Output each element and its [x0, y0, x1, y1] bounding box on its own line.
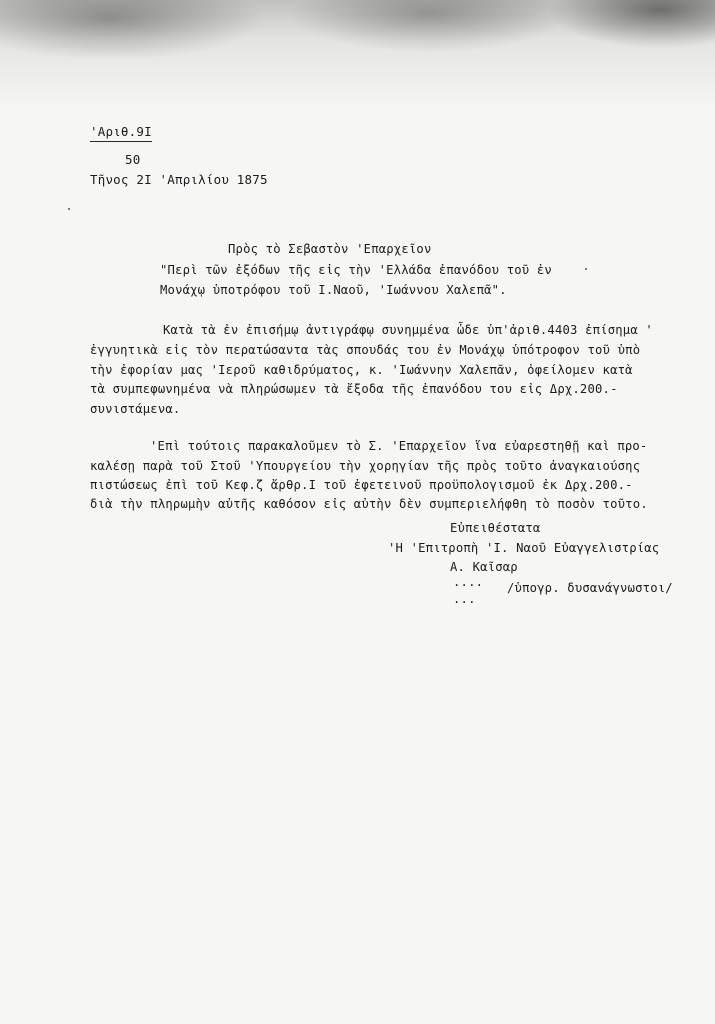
body-line: πιστώσεως ἐπὶ τοῦ Κεφ.ζ ἄρθρ.Ι τοῦ ἐφετεινοῦ προϋπολογισμοῦ ἐκ Δρχ.200.- — [90, 478, 633, 492]
signature-dots: ... — [453, 592, 476, 606]
scan-speck — [68, 208, 70, 210]
scan-shadow — [0, 0, 715, 110]
closing-salutation: Εὐπειθέστατα — [450, 521, 541, 535]
recipient-line: Πρὸς τὸ Σεβαστὸν 'Επαρχεῖον — [228, 242, 432, 256]
reference-subnumber: 50 — [125, 152, 141, 167]
body-line: ἐγγυητικὰ εἰς τὸν περατώσαντα τὰς σπουδάς του ἐν Μονάχῳ ὑπότροφον τοῦ ὑπὸ — [90, 343, 641, 357]
illegible-signatures-note: /ὑπογρ. δυσανάγνωστοι/ — [507, 581, 673, 595]
subject-line: "Περὶ τῶν ἐξόδων τῆς εἰς τὴν 'Ελλάδα ἐπανόδου τοῦ ἐν — [160, 263, 552, 277]
subject-line: Μονάχῳ ὑποτρόφου τοῦ Ι.Ναοῦ, 'Ιωάννου Χαλεπᾶ". — [160, 283, 507, 297]
body-line: τὰ συμπεφωνημένα νὰ πληρώσωμεν τὰ ἔξοδα τῆς ἐπανόδου του εἰς Δρχ.200.- — [90, 382, 618, 396]
closing-committee: 'Η 'Επιτροπὴ 'Ι. Ναοῦ Εὐαγγελιστρίας — [388, 541, 660, 555]
body-line: τὴν ἐφορίαν μας 'Ιεροῦ καθιδρύματος, κ. 'Ιωάννην Χαλεπᾶν, ὀφείλομεν κατὰ — [90, 363, 633, 377]
reference-number: 'Αριθ.9I — [90, 124, 152, 142]
body-line: καλέσῃ παρὰ τοῦ Στοῦ 'Υπουργείου τὴν χορηγίαν τῆς πρὸς τοῦτο ἀναγκαιούσης — [90, 459, 641, 473]
body-line: Κατὰ τὰ ἐν ἐπισήμῳ ἀντιγράφῳ συνημμένα ὧδε ὑπ'ἀριθ.4403 ἐπίσημα ' — [163, 323, 653, 337]
closing-signatory: Α. Καῖσαρ — [450, 560, 518, 574]
body-line: 'Επὶ τούτοις παρακαλοῦμεν τὸ Σ. 'Επαρχεῖον ἵνα εὐαρεστηθῇ καὶ προ- — [150, 439, 648, 453]
scan-speck — [585, 268, 587, 270]
letter-date: Τῆνος 2I 'Απριλίου 1875 — [90, 172, 268, 187]
signature-dots: .... — [453, 575, 484, 589]
body-line: συνιστάμενα. — [90, 402, 181, 416]
body-line: διὰ τὴν πληρωμὴν αὐτῆς καθόσον εἰς αὐτὴν δὲν συμπεριελήφθη τὸ ποσὸν τοῦτο. — [90, 497, 648, 511]
